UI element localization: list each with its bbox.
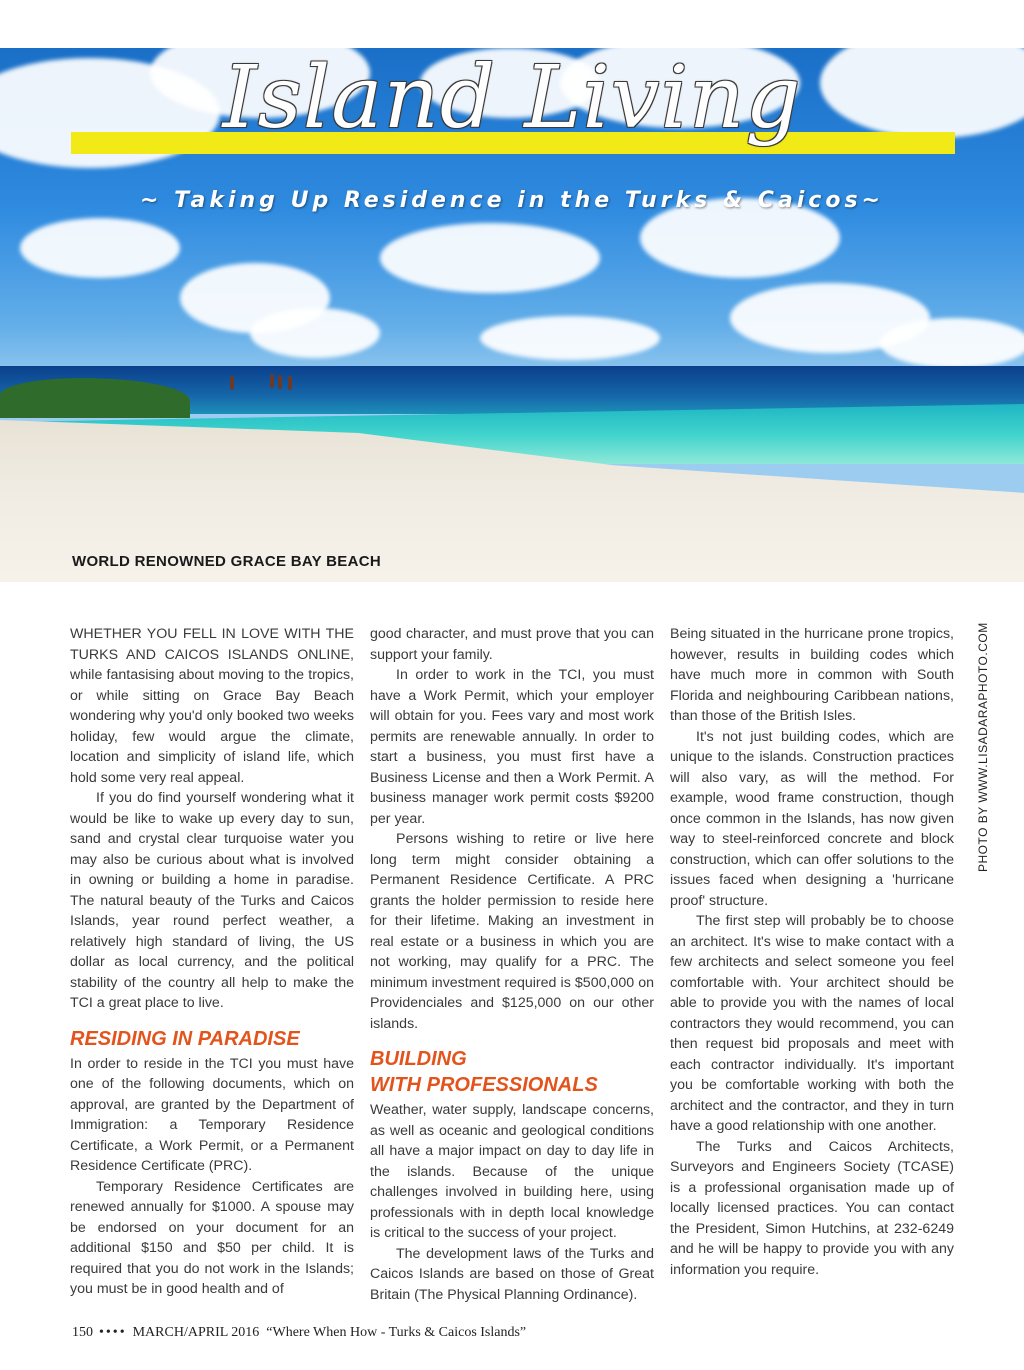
paragraph: Weather, water supply, landscape concerns, as well as oceanic and geological conditions all have a major impact on day to day life in the islands. Because of the unique challenges involved in building here, using professionals with in depth local knowledge is critical to the success of your project.	[370, 1102, 654, 1241]
paragraph: The development laws of the Turks and Caicos Islands are based on those of Great Britain (The Physical Planning Ordinance).	[370, 1245, 654, 1303]
paragraph: WHETHER YOU FELL IN LOVE WITH THE TURKS AND CAICOS ISLANDS ONLINE, while fantasising about moving to the tropics, or while sitting on Grace Bay Beach wondering why you'd only booked two weeks holiday, few would argue the climate, location and simplicity of island life, which hold some very real appeal.	[70, 626, 354, 786]
paragraph: Persons wishing to retire or live here long term might consider obtaining a Permanent Residence Certificate. A PRC grants the holder permission to reside here for their lifetime. Making an investment in real estate or a business in which you are not working, may qualify for a PRC. The minimum investment required is $500,000 on Providenciales and $125,000 on our other islands.	[370, 831, 654, 1032]
paragraph: The first step will probably be to choose an architect. It's wise to make contact with a few architects and select someone you feel comfortable with. Your architect should be able to provide you with the names of local contractors they would recommend, you can then request bid proposals and meet with each contractor individually. It's important you be comfortable working with both the architect and the contractor, and they in turn have a good relationship with one another.	[670, 913, 954, 1134]
section-heading: BUILDING WITH PROFESSIONALS	[370, 1048, 598, 1096]
section-heading: RESIDING IN PARADISE	[70, 1027, 300, 1050]
page-number: 150	[72, 1325, 93, 1340]
article-column-3	[670, 624, 954, 1280]
issue-date: MARCH/APRIL 2016	[132, 1325, 260, 1340]
page-title: Island Living	[222, 48, 802, 148]
publication-name: “Where When How - Turks & Caicos Islands”	[266, 1325, 527, 1340]
paragraph: good character, and must prove that you can support your family.	[370, 626, 654, 663]
page-subtitle: ~ Taking Up Residence in the Turks & Caicos~	[140, 188, 884, 213]
photo-credit: PHOTO BY WWW.LISADARAPHOTO.COM	[976, 622, 990, 872]
paragraph: In order to work in the TCI, you must have a Work Permit, which your employer will obtain for you. Fees vary and most work permits are renewable annually. In order to start a business, you must first have a Business License and then a Work Permit. A business manager work permit costs $9200 per year.	[370, 667, 654, 827]
article-column-2	[370, 624, 654, 1305]
paragraph: Temporary Residence Certificates are renewed annually for $1000. A spouse may be endorsed on your document for an additional $150 and $50 per child. It is required that you do not work in the Islands; you must be in good health and of	[70, 1178, 354, 1297]
article-column-1	[70, 624, 354, 1300]
paragraph: In order to reside in the TCI you must have one of the following documents, which on approval, are granted by the Department of Immigration: a Temporary Residence Certificate, a Work Permit, or a Permanent Residence Certificate (PRC).	[70, 1055, 354, 1174]
page-footer	[72, 1325, 526, 1341]
paragraph: If you do find yourself wondering what it would be like to wake up every day to sun, sand and crystal clear turquoise water you may also be curious about what is involved in owning or building a home in paradise. The natural beauty of the Turks and Caicos Islands, year round perfect weather, a relatively high standard of living, the US dollar as local currency, and the political stability of the country all help to make the TCI a great place to live.	[70, 790, 354, 1011]
photo-caption: WORLD RENOWNED GRACE BAY BEACH	[72, 553, 382, 570]
footer-dots: ••••	[99, 1325, 127, 1340]
paragraph: It's not just building codes, which are unique to the islands. Construction practices will also vary, as will the method. For example, wood frame construction, though once common in the Islands, has now given way to steel-reinforced concrete and block construction, which can offer solutions to the issues faced when designing a 'hurricane proof' structure.	[670, 728, 954, 909]
paragraph: Being situated in the hurricane prone tropics, however, results in building codes which have much more in common with South Florida and neighbouring Caribbean nations, than those of the British Isles.	[670, 626, 954, 724]
paragraph: The Turks and Caicos Architects, Surveyors and Engineers Society (TCASE) is a professional organisation made up of locally licensed practices. You can contact the President, Simon Hutchins, at 232-6249 and he will be happy to provide you with any information you require.	[670, 1138, 954, 1278]
